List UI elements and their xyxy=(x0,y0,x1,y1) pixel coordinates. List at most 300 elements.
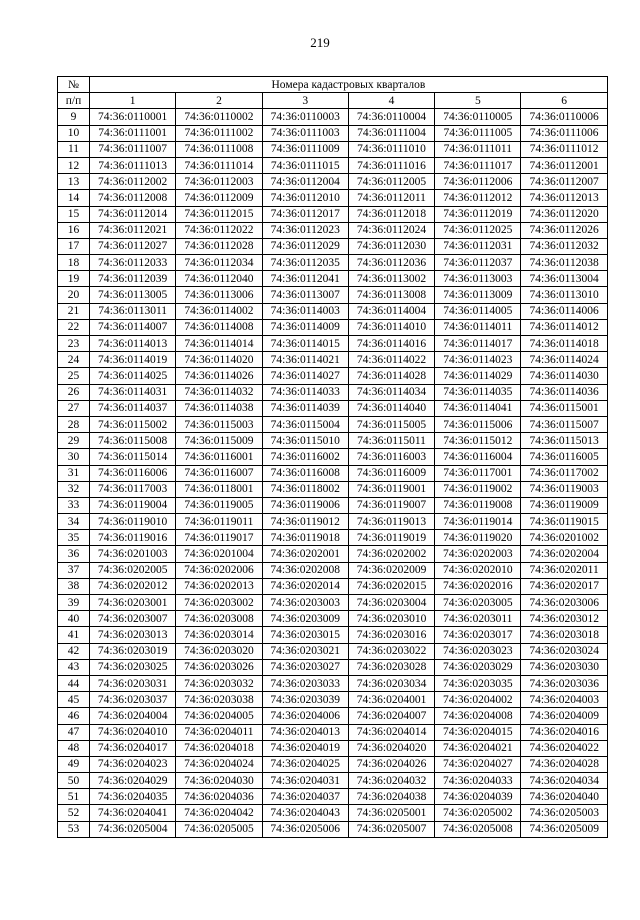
cadastral-number-cell: 74:36:0114026 xyxy=(176,368,262,384)
cadastral-number-cell: 74:36:0202011 xyxy=(521,562,607,578)
row-number: 25 xyxy=(58,368,90,384)
cadastral-number-cell: 74:36:0203015 xyxy=(262,627,348,643)
cadastral-number-cell: 74:36:0203023 xyxy=(435,643,521,659)
cadastral-number-cell: 74:36:0119012 xyxy=(262,514,348,530)
cadastral-number-cell: 74:36:0203011 xyxy=(435,611,521,627)
cadastral-number-cell: 74:36:0112033 xyxy=(90,255,176,271)
row-number: 53 xyxy=(58,821,90,837)
cadastral-number-cell: 74:36:0116007 xyxy=(176,465,262,481)
cadastral-number-cell: 74:36:0110002 xyxy=(176,109,262,125)
cadastral-number-cell: 74:36:0204034 xyxy=(521,773,607,789)
cadastral-number-cell: 74:36:0114023 xyxy=(435,352,521,368)
cadastral-number-cell: 74:36:0110005 xyxy=(435,109,521,125)
cadastral-number-cell: 74:36:0111010 xyxy=(348,141,434,157)
cadastral-number-cell: 74:36:0114039 xyxy=(262,400,348,416)
cadastral-number-cell: 74:36:0204018 xyxy=(176,740,262,756)
table-row xyxy=(58,465,608,481)
cadastral-number-cell: 74:36:0114017 xyxy=(435,336,521,352)
cadastral-number-cell: 74:36:0117003 xyxy=(90,481,176,497)
row-number: 47 xyxy=(58,724,90,740)
cadastral-number-cell: 74:36:0203035 xyxy=(435,675,521,691)
cadastral-number-cell: 74:36:0114041 xyxy=(435,400,521,416)
cadastral-number-cell: 74:36:0118002 xyxy=(262,481,348,497)
cadastral-number-cell: 74:36:0110001 xyxy=(90,109,176,125)
cadastral-number-cell: 74:36:0112001 xyxy=(521,157,607,173)
table-row xyxy=(58,708,608,724)
cadastral-number-cell: 74:36:0204017 xyxy=(90,740,176,756)
cadastral-number-cell: 74:36:0114032 xyxy=(176,384,262,400)
cadastral-number-cell: 74:36:0202001 xyxy=(262,546,348,562)
cadastral-number-cell: 74:36:0119010 xyxy=(90,514,176,530)
cadastral-number-cell: 74:36:0204021 xyxy=(435,740,521,756)
row-number: 37 xyxy=(58,562,90,578)
cadastral-number-cell: 74:36:0204019 xyxy=(262,740,348,756)
cadastral-number-cell: 74:36:0111002 xyxy=(176,125,262,141)
cadastral-number-cell: 74:36:0114030 xyxy=(521,368,607,384)
row-number: 16 xyxy=(58,222,90,238)
cadastral-number-cell: 74:36:0204008 xyxy=(435,708,521,724)
cadastral-number-cell: 74:36:0112036 xyxy=(348,255,434,271)
table-row xyxy=(58,190,608,206)
cadastral-number-cell: 74:36:0114024 xyxy=(521,352,607,368)
row-number: 39 xyxy=(58,595,90,611)
cadastral-number-cell: 74:36:0119019 xyxy=(348,530,434,546)
cadastral-number-cell: 74:36:0114014 xyxy=(176,336,262,352)
cadastral-number-cell: 74:36:0203021 xyxy=(262,643,348,659)
cadastral-number-cell: 74:36:0112041 xyxy=(262,271,348,287)
cadastral-number-cell: 74:36:0112035 xyxy=(262,255,348,271)
cadastral-number-cell: 74:36:0112025 xyxy=(435,222,521,238)
cadastral-number-cell: 74:36:0119002 xyxy=(435,481,521,497)
cadastral-number-cell: 74:36:0203008 xyxy=(176,611,262,627)
table-row xyxy=(58,756,608,772)
cadastral-number-cell: 74:36:0203036 xyxy=(521,675,607,691)
row-number: 22 xyxy=(58,319,90,335)
cadastral-number-cell: 74:36:0115003 xyxy=(176,416,262,432)
cadastral-number-cell: 74:36:0202017 xyxy=(521,578,607,594)
cadastral-number-cell: 74:36:0114004 xyxy=(348,303,434,319)
cadastral-number-cell: 74:36:0111013 xyxy=(90,157,176,173)
cadastral-number-cell: 74:36:0111015 xyxy=(262,157,348,173)
cadastral-number-cell: 74:36:0202008 xyxy=(262,562,348,578)
cadastral-number-cell: 74:36:0116001 xyxy=(176,449,262,465)
cadastral-number-cell: 74:36:0204023 xyxy=(90,756,176,772)
cadastral-number-cell: 74:36:0114036 xyxy=(521,384,607,400)
cadastral-number-cell: 74:36:0110003 xyxy=(262,109,348,125)
row-number: 48 xyxy=(58,740,90,756)
cadastral-number-cell: 74:36:0203038 xyxy=(176,692,262,708)
cadastral-number-cell: 74:36:0112028 xyxy=(176,238,262,254)
cadastral-number-cell: 74:36:0204010 xyxy=(90,724,176,740)
cadastral-number-cell: 74:36:0111012 xyxy=(521,141,607,157)
column-number: 5 xyxy=(435,93,521,109)
cadastral-number-cell: 74:36:0203025 xyxy=(90,659,176,675)
cadastral-number-cell: 74:36:0112037 xyxy=(435,255,521,271)
cadastral-number-cell: 74:36:0204003 xyxy=(521,692,607,708)
cadastral-number-cell: 74:36:0112006 xyxy=(435,174,521,190)
cadastral-number-cell: 74:36:0115009 xyxy=(176,433,262,449)
table-row xyxy=(58,659,608,675)
cadastral-number-cell: 74:36:0202012 xyxy=(90,578,176,594)
cadastral-number-cell: 74:36:0114018 xyxy=(521,336,607,352)
page-number: 219 xyxy=(310,35,330,50)
cadastral-number-cell: 74:36:0114037 xyxy=(90,400,176,416)
row-number: 49 xyxy=(58,756,90,772)
row-number: 17 xyxy=(58,238,90,254)
cadastral-number-cell: 74:36:0203027 xyxy=(262,659,348,675)
row-number: 21 xyxy=(58,303,90,319)
cadastral-number-cell: 74:36:0112012 xyxy=(435,190,521,206)
row-number: 45 xyxy=(58,692,90,708)
cadastral-number-cell: 74:36:0112019 xyxy=(435,206,521,222)
cadastral-number-cell: 74:36:0204011 xyxy=(176,724,262,740)
header-title: Номера кадастровых кварталов xyxy=(90,77,608,93)
cadastral-number-cell: 74:36:0203037 xyxy=(90,692,176,708)
cadastral-number-cell: 74:36:0112026 xyxy=(521,222,607,238)
cadastral-number-cell: 74:36:0203016 xyxy=(348,627,434,643)
table-row xyxy=(58,141,608,157)
cadastral-number-cell: 74:36:0114029 xyxy=(435,368,521,384)
cadastral-number-cell: 74:36:0110004 xyxy=(348,109,434,125)
table-row xyxy=(58,821,608,837)
cadastral-number-cell: 74:36:0112034 xyxy=(176,255,262,271)
cadastral-number-cell: 74:36:0204032 xyxy=(348,773,434,789)
cadastral-number-cell: 74:36:0204009 xyxy=(521,708,607,724)
cadastral-number-cell: 74:36:0113007 xyxy=(262,287,348,303)
table-row xyxy=(58,433,608,449)
row-number: 23 xyxy=(58,336,90,352)
cadastral-number-cell: 74:36:0114013 xyxy=(90,336,176,352)
cadastral-number-cell: 74:36:0111008 xyxy=(176,141,262,157)
cadastral-number-cell: 74:36:0116005 xyxy=(521,449,607,465)
cadastral-number-cell: 74:36:0119005 xyxy=(176,497,262,513)
cadastral-number-cell: 74:36:0119004 xyxy=(90,497,176,513)
row-number: 41 xyxy=(58,627,90,643)
column-number: 1 xyxy=(90,93,176,109)
cadastral-number-cell: 74:36:0203032 xyxy=(176,675,262,691)
cadastral-number-cell: 74:36:0113005 xyxy=(90,287,176,303)
cadastral-number-cell: 74:36:0203012 xyxy=(521,611,607,627)
cadastral-number-cell: 74:36:0204022 xyxy=(521,740,607,756)
cadastral-number-cell: 74:36:0204013 xyxy=(262,724,348,740)
cadastral-number-cell: 74:36:0205007 xyxy=(348,821,434,837)
cadastral-number-cell: 74:36:0205002 xyxy=(435,805,521,821)
cadastral-number-cell: 74:36:0111014 xyxy=(176,157,262,173)
cadastral-number-cell: 74:36:0112015 xyxy=(176,206,262,222)
cadastral-number-cell: 74:36:0112040 xyxy=(176,271,262,287)
cadastral-number-cell: 74:36:0114006 xyxy=(521,303,607,319)
cadastral-number-cell: 74:36:0204029 xyxy=(90,773,176,789)
cadastral-number-cell: 74:36:0115001 xyxy=(521,400,607,416)
cadastral-number-cell: 74:36:0115002 xyxy=(90,416,176,432)
cadastral-number-cell: 74:36:0119013 xyxy=(348,514,434,530)
cadastral-number-cell: 74:36:0119017 xyxy=(176,530,262,546)
cadastral-number-cell: 74:36:0113008 xyxy=(348,287,434,303)
table-row xyxy=(58,368,608,384)
cadastral-number-cell: 74:36:0119014 xyxy=(435,514,521,530)
row-number: 27 xyxy=(58,400,90,416)
cadastral-number-cell: 74:36:0204036 xyxy=(176,789,262,805)
cadastral-number-cell: 74:36:0114008 xyxy=(176,319,262,335)
row-number: 52 xyxy=(58,805,90,821)
cadastral-number-cell: 74:36:0112018 xyxy=(348,206,434,222)
cadastral-number-cell: 74:36:0113002 xyxy=(348,271,434,287)
table-row xyxy=(58,562,608,578)
table-row xyxy=(58,595,608,611)
cadastral-number-cell: 74:36:0204026 xyxy=(348,756,434,772)
cadastral-number-cell: 74:36:0204006 xyxy=(262,708,348,724)
table-row xyxy=(58,692,608,708)
table-row xyxy=(58,789,608,805)
cadastral-number-cell: 74:36:0112005 xyxy=(348,174,434,190)
cadastral-number-cell: 74:36:0203009 xyxy=(262,611,348,627)
row-number: 9 xyxy=(58,109,90,125)
cadastral-number-cell: 74:36:0205008 xyxy=(435,821,521,837)
cadastral-number-cell: 74:36:0114038 xyxy=(176,400,262,416)
table-row xyxy=(58,643,608,659)
cadastral-number-cell: 74:36:0111001 xyxy=(90,125,176,141)
row-number: 38 xyxy=(58,578,90,594)
cadastral-number-cell: 74:36:0116009 xyxy=(348,465,434,481)
row-number: 28 xyxy=(58,416,90,432)
cadastral-number-cell: 74:36:0204028 xyxy=(521,756,607,772)
cadastral-number-cell: 74:36:0114016 xyxy=(348,336,434,352)
cadastral-number-cell: 74:36:0204037 xyxy=(262,789,348,805)
column-number: 4 xyxy=(348,93,434,109)
cadastral-number-cell: 74:36:0113006 xyxy=(176,287,262,303)
table-row xyxy=(58,287,608,303)
cadastral-number-cell: 74:36:0114003 xyxy=(262,303,348,319)
row-number: 33 xyxy=(58,497,90,513)
cadastral-number-cell: 74:36:0204004 xyxy=(90,708,176,724)
cadastral-number-cell: 74:36:0205004 xyxy=(90,821,176,837)
row-number: 36 xyxy=(58,546,90,562)
cadastral-number-cell: 74:36:0114022 xyxy=(348,352,434,368)
cadastral-number-cell: 74:36:0203030 xyxy=(521,659,607,675)
table-row xyxy=(58,319,608,335)
cadastral-number-cell: 74:36:0201004 xyxy=(176,546,262,562)
cadastral-number-cell: 74:36:0115005 xyxy=(348,416,434,432)
cadastral-number-cell: 74:36:0201003 xyxy=(90,546,176,562)
cadastral-number-cell: 74:36:0111004 xyxy=(348,125,434,141)
cadastral-number-cell: 74:36:0119011 xyxy=(176,514,262,530)
cadastral-number-cell: 74:36:0204025 xyxy=(262,756,348,772)
row-number: 35 xyxy=(58,530,90,546)
cadastral-number-cell: 74:36:0203004 xyxy=(348,595,434,611)
cadastral-number-cell: 74:36:0202003 xyxy=(435,546,521,562)
row-number: 44 xyxy=(58,675,90,691)
row-number: 20 xyxy=(58,287,90,303)
cadastral-number-cell: 74:36:0204039 xyxy=(435,789,521,805)
cadastral-number-cell: 74:36:0119003 xyxy=(521,481,607,497)
cadastral-number-cell: 74:36:0116003 xyxy=(348,449,434,465)
cadastral-number-cell: 74:36:0114007 xyxy=(90,319,176,335)
cadastral-number-cell: 74:36:0112017 xyxy=(262,206,348,222)
cadastral-number-cell: 74:36:0112038 xyxy=(521,255,607,271)
table-row xyxy=(58,578,608,594)
cadastral-number-cell: 74:36:0119009 xyxy=(521,497,607,513)
cadastral-number-cell: 74:36:0204040 xyxy=(521,789,607,805)
table-row xyxy=(58,675,608,691)
table-row xyxy=(58,546,608,562)
cadastral-number-cell: 74:36:0204041 xyxy=(90,805,176,821)
table-row xyxy=(58,530,608,546)
cadastral-number-cell: 74:36:0114015 xyxy=(262,336,348,352)
cadastral-number-cell: 74:36:0203029 xyxy=(435,659,521,675)
cadastral-number-cell: 74:36:0112007 xyxy=(521,174,607,190)
table-row xyxy=(58,271,608,287)
cadastral-number-cell: 74:36:0115006 xyxy=(435,416,521,432)
row-number: 30 xyxy=(58,449,90,465)
cadastral-number-cell: 74:36:0203034 xyxy=(348,675,434,691)
cadastral-number-cell: 74:36:0115004 xyxy=(262,416,348,432)
cadastral-number-cell: 74:36:0112031 xyxy=(435,238,521,254)
cadastral-number-cell: 74:36:0202014 xyxy=(262,578,348,594)
cadastral-number-cell: 74:36:0113011 xyxy=(90,303,176,319)
cadastral-number-cell: 74:36:0202013 xyxy=(176,578,262,594)
table-row xyxy=(58,773,608,789)
cadastral-number-cell: 74:36:0205005 xyxy=(176,821,262,837)
row-number: 40 xyxy=(58,611,90,627)
row-number: 10 xyxy=(58,125,90,141)
cadastral-number-cell: 74:36:0114040 xyxy=(348,400,434,416)
cadastral-number-cell: 74:36:0112008 xyxy=(90,190,176,206)
cadastral-number-cell: 74:36:0203007 xyxy=(90,611,176,627)
cadastral-number-cell: 74:36:0114009 xyxy=(262,319,348,335)
cadastral-number-cell: 74:36:0202006 xyxy=(176,562,262,578)
cadastral-number-cell: 74:36:0112004 xyxy=(262,174,348,190)
row-number: 13 xyxy=(58,174,90,190)
cadastral-number-cell: 74:36:0114033 xyxy=(262,384,348,400)
cadastral-number-cell: 74:36:0119007 xyxy=(348,497,434,513)
cadastral-number-cell: 74:36:0112010 xyxy=(262,190,348,206)
table-row xyxy=(58,724,608,740)
table-body xyxy=(58,109,608,837)
cadastral-number-cell: 74:36:0203001 xyxy=(90,595,176,611)
row-number: 32 xyxy=(58,481,90,497)
cadastral-number-cell: 74:36:0114019 xyxy=(90,352,176,368)
table-row xyxy=(58,109,608,125)
cadastral-number-cell: 74:36:0114002 xyxy=(176,303,262,319)
cadastral-number-cell: 74:36:0111003 xyxy=(262,125,348,141)
cadastral-number-cell: 74:36:0204007 xyxy=(348,708,434,724)
cadastral-number-cell: 74:36:0113009 xyxy=(435,287,521,303)
header-row-columns xyxy=(58,93,608,109)
cadastral-number-cell: 74:36:0112023 xyxy=(262,222,348,238)
cadastral-number-cell: 74:36:0112030 xyxy=(348,238,434,254)
cadastral-number-cell: 74:36:0114012 xyxy=(521,319,607,335)
cadastral-number-cell: 74:36:0112029 xyxy=(262,238,348,254)
cadastral-number-cell: 74:36:0202015 xyxy=(348,578,434,594)
cadastral-number-cell: 74:36:0115011 xyxy=(348,433,434,449)
row-number: 43 xyxy=(58,659,90,675)
cadastral-number-cell: 74:36:0119006 xyxy=(262,497,348,513)
cadastral-number-cell: 74:36:0204043 xyxy=(262,805,348,821)
cadastral-number-cell: 74:36:0119015 xyxy=(521,514,607,530)
cadastral-number-cell: 74:36:0205001 xyxy=(348,805,434,821)
cadastral-number-cell: 74:36:0204030 xyxy=(176,773,262,789)
cadastral-number-cell: 74:36:0112024 xyxy=(348,222,434,238)
row-number: 29 xyxy=(58,433,90,449)
cadastral-number-cell: 74:36:0204035 xyxy=(90,789,176,805)
cadastral-number-cell: 74:36:0202010 xyxy=(435,562,521,578)
cadastral-number-cell: 74:36:0204016 xyxy=(521,724,607,740)
cadastral-number-cell: 74:36:0113003 xyxy=(435,271,521,287)
cadastral-number-cell: 74:36:0119001 xyxy=(348,481,434,497)
cadastral-number-cell: 74:36:0112013 xyxy=(521,190,607,206)
cadastral-number-cell: 74:36:0112011 xyxy=(348,190,434,206)
cadastral-number-cell: 74:36:0114035 xyxy=(435,384,521,400)
cadastral-number-cell: 74:36:0115007 xyxy=(521,416,607,432)
cadastral-number-cell: 74:36:0111009 xyxy=(262,141,348,157)
row-number: 46 xyxy=(58,708,90,724)
cadastral-number-cell: 74:36:0203006 xyxy=(521,595,607,611)
table-row xyxy=(58,740,608,756)
table-row xyxy=(58,238,608,254)
cadastral-number-cell: 74:36:0203003 xyxy=(262,595,348,611)
cadastral-quarters-table xyxy=(57,76,608,838)
cadastral-number-cell: 74:36:0202016 xyxy=(435,578,521,594)
cadastral-number-cell: 74:36:0203026 xyxy=(176,659,262,675)
cadastral-number-cell: 74:36:0111011 xyxy=(435,141,521,157)
cadastral-number-cell: 74:36:0204042 xyxy=(176,805,262,821)
cadastral-number-cell: 74:36:0203039 xyxy=(262,692,348,708)
cadastral-number-cell: 74:36:0112002 xyxy=(90,174,176,190)
cadastral-number-cell: 74:36:0117002 xyxy=(521,465,607,481)
row-number: 24 xyxy=(58,352,90,368)
table-row xyxy=(58,416,608,432)
table-row xyxy=(58,611,608,627)
header-num-top: № xyxy=(58,77,90,93)
table-row xyxy=(58,125,608,141)
table-row xyxy=(58,157,608,173)
row-number: 18 xyxy=(58,255,90,271)
cadastral-number-cell: 74:36:0203020 xyxy=(176,643,262,659)
cadastral-number-cell: 74:36:0112027 xyxy=(90,238,176,254)
cadastral-number-cell: 74:36:0118001 xyxy=(176,481,262,497)
cadastral-number-cell: 74:36:0203019 xyxy=(90,643,176,659)
cadastral-number-cell: 74:36:0116006 xyxy=(90,465,176,481)
cadastral-number-cell: 74:36:0204033 xyxy=(435,773,521,789)
row-number: 15 xyxy=(58,206,90,222)
cadastral-number-cell: 74:36:0204038 xyxy=(348,789,434,805)
cadastral-number-cell: 74:36:0111007 xyxy=(90,141,176,157)
cadastral-number-cell: 74:36:0205009 xyxy=(521,821,607,837)
cadastral-number-cell: 74:36:0204005 xyxy=(176,708,262,724)
row-number: 26 xyxy=(58,384,90,400)
cadastral-number-cell: 74:36:0203005 xyxy=(435,595,521,611)
cadastral-number-cell: 74:36:0204015 xyxy=(435,724,521,740)
cadastral-number-cell: 74:36:0119008 xyxy=(435,497,521,513)
row-number: 31 xyxy=(58,465,90,481)
cadastral-number-cell: 74:36:0112021 xyxy=(90,222,176,238)
cadastral-number-cell: 74:36:0112014 xyxy=(90,206,176,222)
table-row xyxy=(58,303,608,319)
cadastral-number-cell: 74:36:0114025 xyxy=(90,368,176,384)
cadastral-number-cell: 74:36:0203018 xyxy=(521,627,607,643)
cadastral-number-cell: 74:36:0203010 xyxy=(348,611,434,627)
cadastral-number-cell: 74:36:0202004 xyxy=(521,546,607,562)
cadastral-number-cell: 74:36:0201002 xyxy=(521,530,607,546)
table-row xyxy=(58,255,608,271)
table-row xyxy=(58,481,608,497)
cadastral-number-cell: 74:36:0112009 xyxy=(176,190,262,206)
cadastral-number-cell: 74:36:0204024 xyxy=(176,756,262,772)
table-row xyxy=(58,174,608,190)
cadastral-number-cell: 74:36:0204020 xyxy=(348,740,434,756)
cadastral-number-cell: 74:36:0115013 xyxy=(521,433,607,449)
cadastral-number-cell: 74:36:0111017 xyxy=(435,157,521,173)
